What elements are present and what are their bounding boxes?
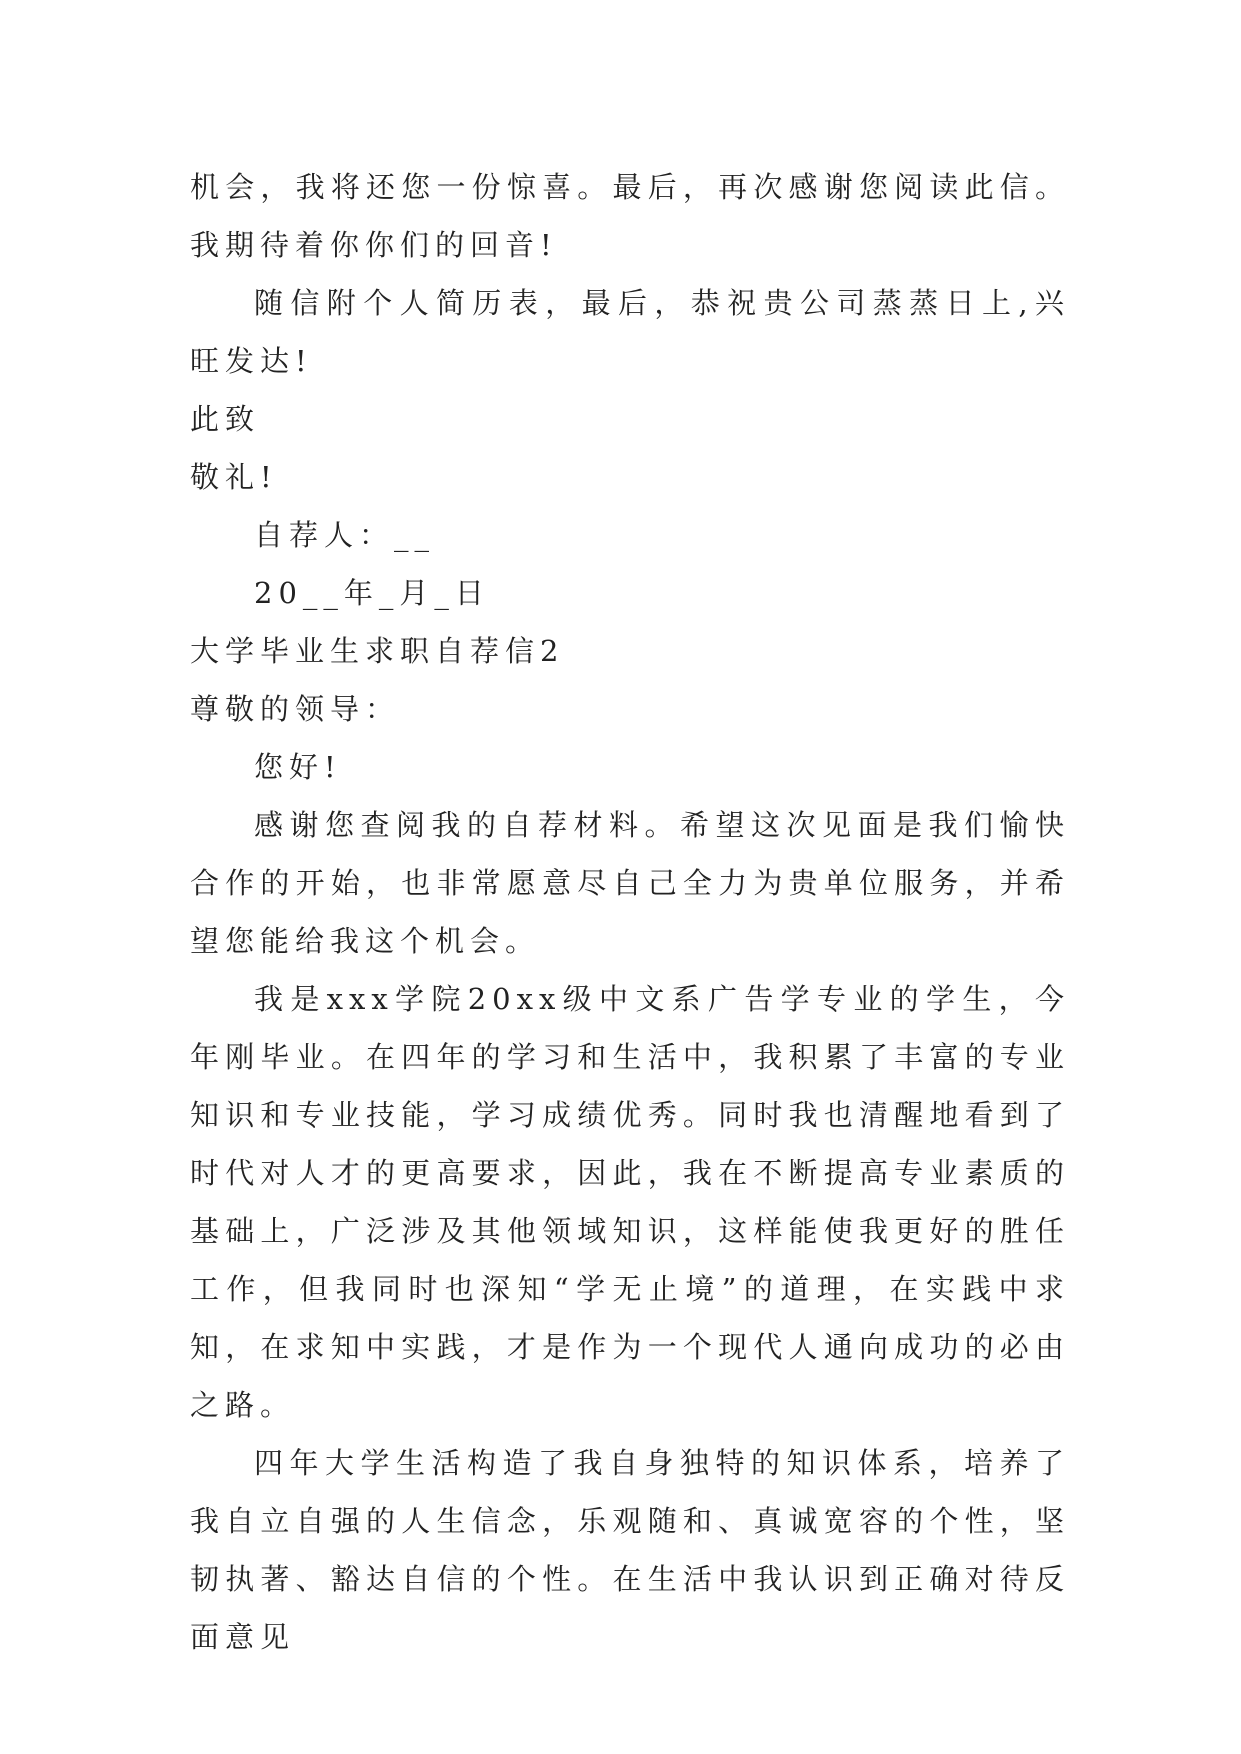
letter2-paragraph-1: 感谢您查阅我的自荐材料。希望这次见面是我们愉快合作的开始，也非常愿意尽自己全力为贵单位服务，并希望您能给我这个机会。 xyxy=(190,808,1070,958)
letter1-signature: 自荐人：__ xyxy=(254,518,436,552)
letter2-salutation: 尊敬的领导： xyxy=(190,692,401,726)
letter1-date: 20__年_月_日 xyxy=(254,576,490,610)
letter1-attachment-paragraph: 随信附个人简历表，最后，恭祝贵公司蒸蒸日上,兴旺发达! xyxy=(190,286,1070,378)
letter2-paragraph-3: 四年大学生活构造了我自身独特的知识体系，培养了我自立自强的人生信念，乐观随和、真诚宽容的个性，坚韧执著、豁达自信的个性。在生活中我认识到正确对待反面意见 xyxy=(190,1446,1070,1654)
letter2-title: 大学毕业生求职自荐信2 xyxy=(190,634,565,668)
letter1-regards: 敬礼! xyxy=(190,460,278,494)
letter1-final-paragraph: 机会，我将还您一份惊喜。最后，再次感谢您阅读此信。我期待着你你们的回音! xyxy=(190,170,1070,262)
letter2-greeting: 您好! xyxy=(254,750,342,784)
document-page xyxy=(190,158,1070,1666)
letter2-paragraph-2: 我是xxx学院20xx级中文系广告学专业的学生，今年刚毕业。在四年的学习和生活中，我积累了丰富的专业知识和专业技能，学习成绩优秀。同时我也清醒地看到了时代对人才的更高要求，因此，我在不断提高专业素质的基础上，广泛涉及其他领域知识，这样能使我更好的胜任工作，但我同时也深知“学无止境”的道理，在实践中求知，在求知中实践，才是作为一个现代人通向成功的必由之路。 xyxy=(190,982,1070,1422)
letter1-salute: 此致 xyxy=(190,402,261,436)
